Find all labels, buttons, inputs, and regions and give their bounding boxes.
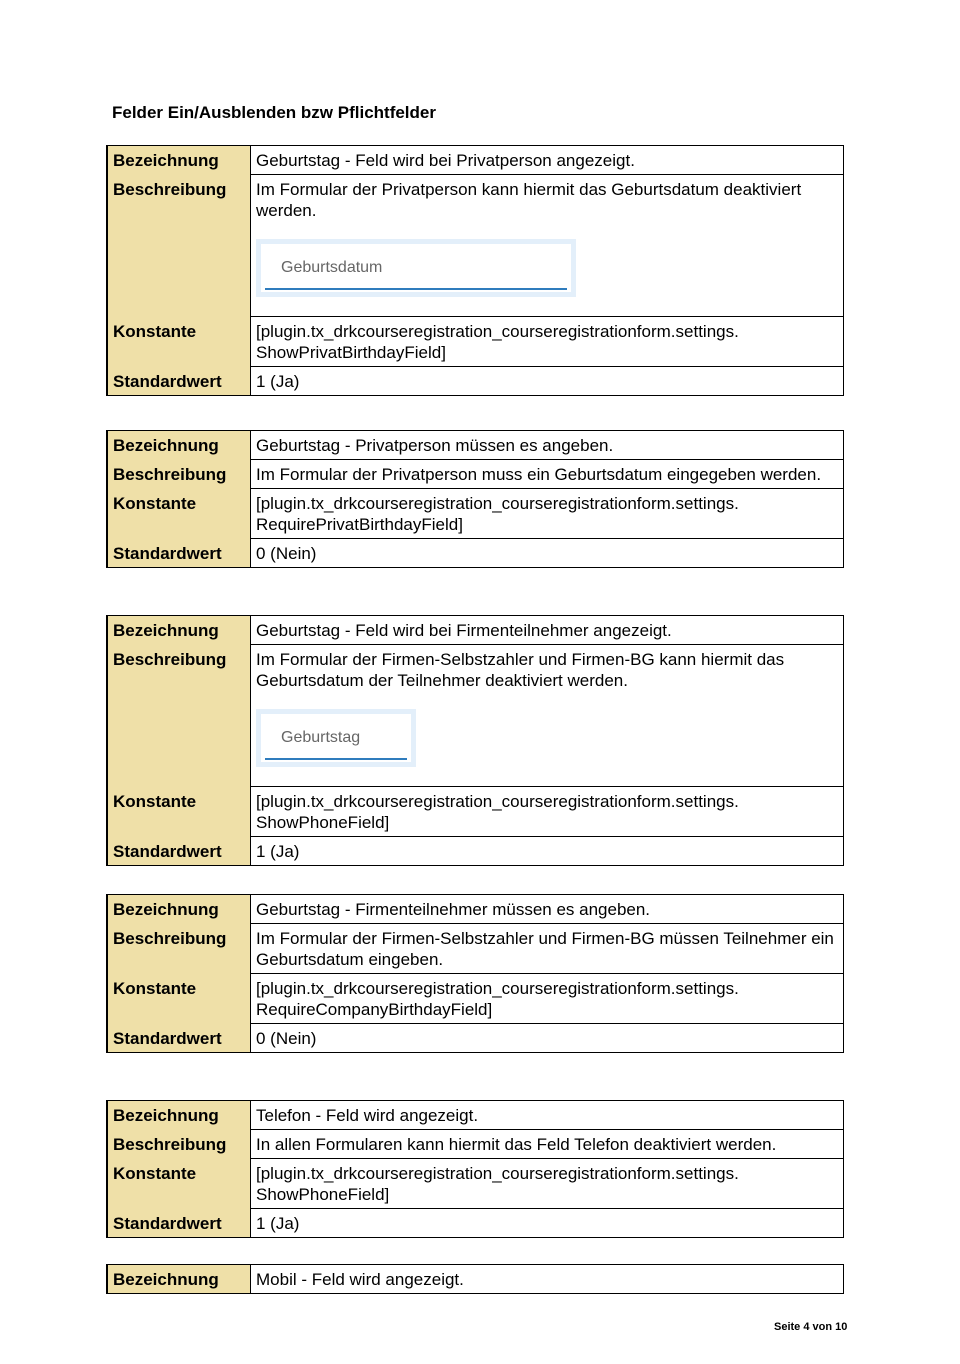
label-konstante: Konstante (107, 317, 251, 367)
birthday-field-preview-label: Geburtstag (265, 714, 407, 760)
value-konstante (251, 787, 844, 837)
value-beschreibung (251, 175, 844, 317)
constant-line-2: ShowPhoneField] (256, 1185, 390, 1204)
constant-line-2: ShowPhoneField] (256, 813, 390, 832)
settings-table (106, 615, 844, 866)
value-standardwert: 0 (Nein) (251, 1024, 844, 1053)
label-standardwert: Standardwert (107, 367, 251, 396)
label-bezeichnung: Bezeichnung (107, 146, 251, 175)
section-heading: Felder Ein/Ausblenden bzw Pflichtfelder (112, 103, 436, 122)
page-number: Seite 4 von 10 (774, 1321, 848, 1333)
settings-table (106, 145, 844, 396)
value-bezeichnung: Geburtstag - Firmenteilnehmer müssen es angeben. (251, 895, 844, 924)
value-beschreibung: Im Formular der Firmen-Selbstzahler und Firmen-BG müssen Teilnehmer ein Geburtsdatum eingeben. (251, 924, 844, 974)
value-beschreibung: In allen Formularen kann hiermit das Feld Telefon deaktiviert werden. (251, 1130, 844, 1159)
label-konstante: Konstante (107, 489, 251, 539)
value-standardwert: 1 (Ja) (251, 1209, 844, 1238)
value-beschreibung: Im Formular der Privatperson muss ein Geburtsdatum eingegeben werden. (251, 460, 844, 489)
label-bezeichnung: Bezeichnung (107, 1265, 251, 1294)
value-bezeichnung: Telefon - Feld wird angezeigt. (251, 1101, 844, 1130)
settings-table (106, 894, 844, 1053)
birthday-field-preview (256, 709, 416, 767)
label-standardwert: Standardwert (107, 837, 251, 866)
constant-line-2: RequireCompanyBirthdayField] (256, 1000, 493, 1019)
label-beschreibung: Beschreibung (107, 924, 251, 974)
description-text: Im Formular der Firmen-Selbstzahler und Firmen-BG kann hiermit das Geburtsdatum der Teilnehmer deaktiviert werden. (256, 650, 785, 690)
label-bezeichnung: Bezeichnung (107, 895, 251, 924)
label-beschreibung: Beschreibung (107, 175, 251, 317)
label-bezeichnung: Bezeichnung (107, 431, 251, 460)
label-standardwert: Standardwert (107, 1209, 251, 1238)
settings-table (106, 430, 844, 568)
value-bezeichnung: Geburtstag - Privatperson müssen es angeben. (251, 431, 844, 460)
label-konstante: Konstante (107, 787, 251, 837)
birthdate-field-preview (256, 239, 576, 297)
label-beschreibung: Beschreibung (107, 460, 251, 489)
value-konstante (251, 974, 844, 1024)
constant-line-2: RequirePrivatBirthdayField] (256, 515, 463, 534)
value-bezeichnung: Geburtstag - Feld wird bei Privatperson angezeigt. (251, 146, 844, 175)
label-standardwert: Standardwert (107, 539, 251, 568)
label-konstante: Konstante (107, 974, 251, 1024)
label-bezeichnung: Bezeichnung (107, 1101, 251, 1130)
constant-line-2: ShowPrivatBirthdayField] (256, 343, 446, 362)
value-konstante (251, 1159, 844, 1209)
settings-table (106, 1100, 844, 1238)
label-bezeichnung: Bezeichnung (107, 616, 251, 645)
constant-line-1: [plugin.tx_drkcourseregistration_courseregistrationform.settings. (256, 792, 739, 811)
constant-line-1: [plugin.tx_drkcourseregistration_courseregistrationform.settings. (256, 322, 739, 341)
birthdate-field-preview-label: Geburtsdatum (265, 244, 567, 290)
value-standardwert: 1 (Ja) (251, 367, 844, 396)
value-bezeichnung: Mobil - Feld wird angezeigt. (251, 1265, 844, 1294)
value-beschreibung (251, 645, 844, 787)
label-konstante: Konstante (107, 1159, 251, 1209)
label-standardwert: Standardwert (107, 1024, 251, 1053)
constant-line-1: [plugin.tx_drkcourseregistration_courseregistrationform.settings. (256, 979, 739, 998)
settings-table (106, 1264, 844, 1294)
value-standardwert: 0 (Nein) (251, 539, 844, 568)
constant-line-1: [plugin.tx_drkcourseregistration_courseregistrationform.settings. (256, 1164, 739, 1183)
description-text: Im Formular der Privatperson kann hiermit das Geburtsdatum deaktiviert werden. (256, 180, 802, 220)
constant-line-1: [plugin.tx_drkcourseregistration_courseregistrationform.settings. (256, 494, 739, 513)
value-konstante (251, 317, 844, 367)
value-standardwert: 1 (Ja) (251, 837, 844, 866)
value-konstante (251, 489, 844, 539)
value-bezeichnung: Geburtstag - Feld wird bei Firmenteilnehmer angezeigt. (251, 616, 844, 645)
label-beschreibung: Beschreibung (107, 1130, 251, 1159)
label-beschreibung: Beschreibung (107, 645, 251, 787)
